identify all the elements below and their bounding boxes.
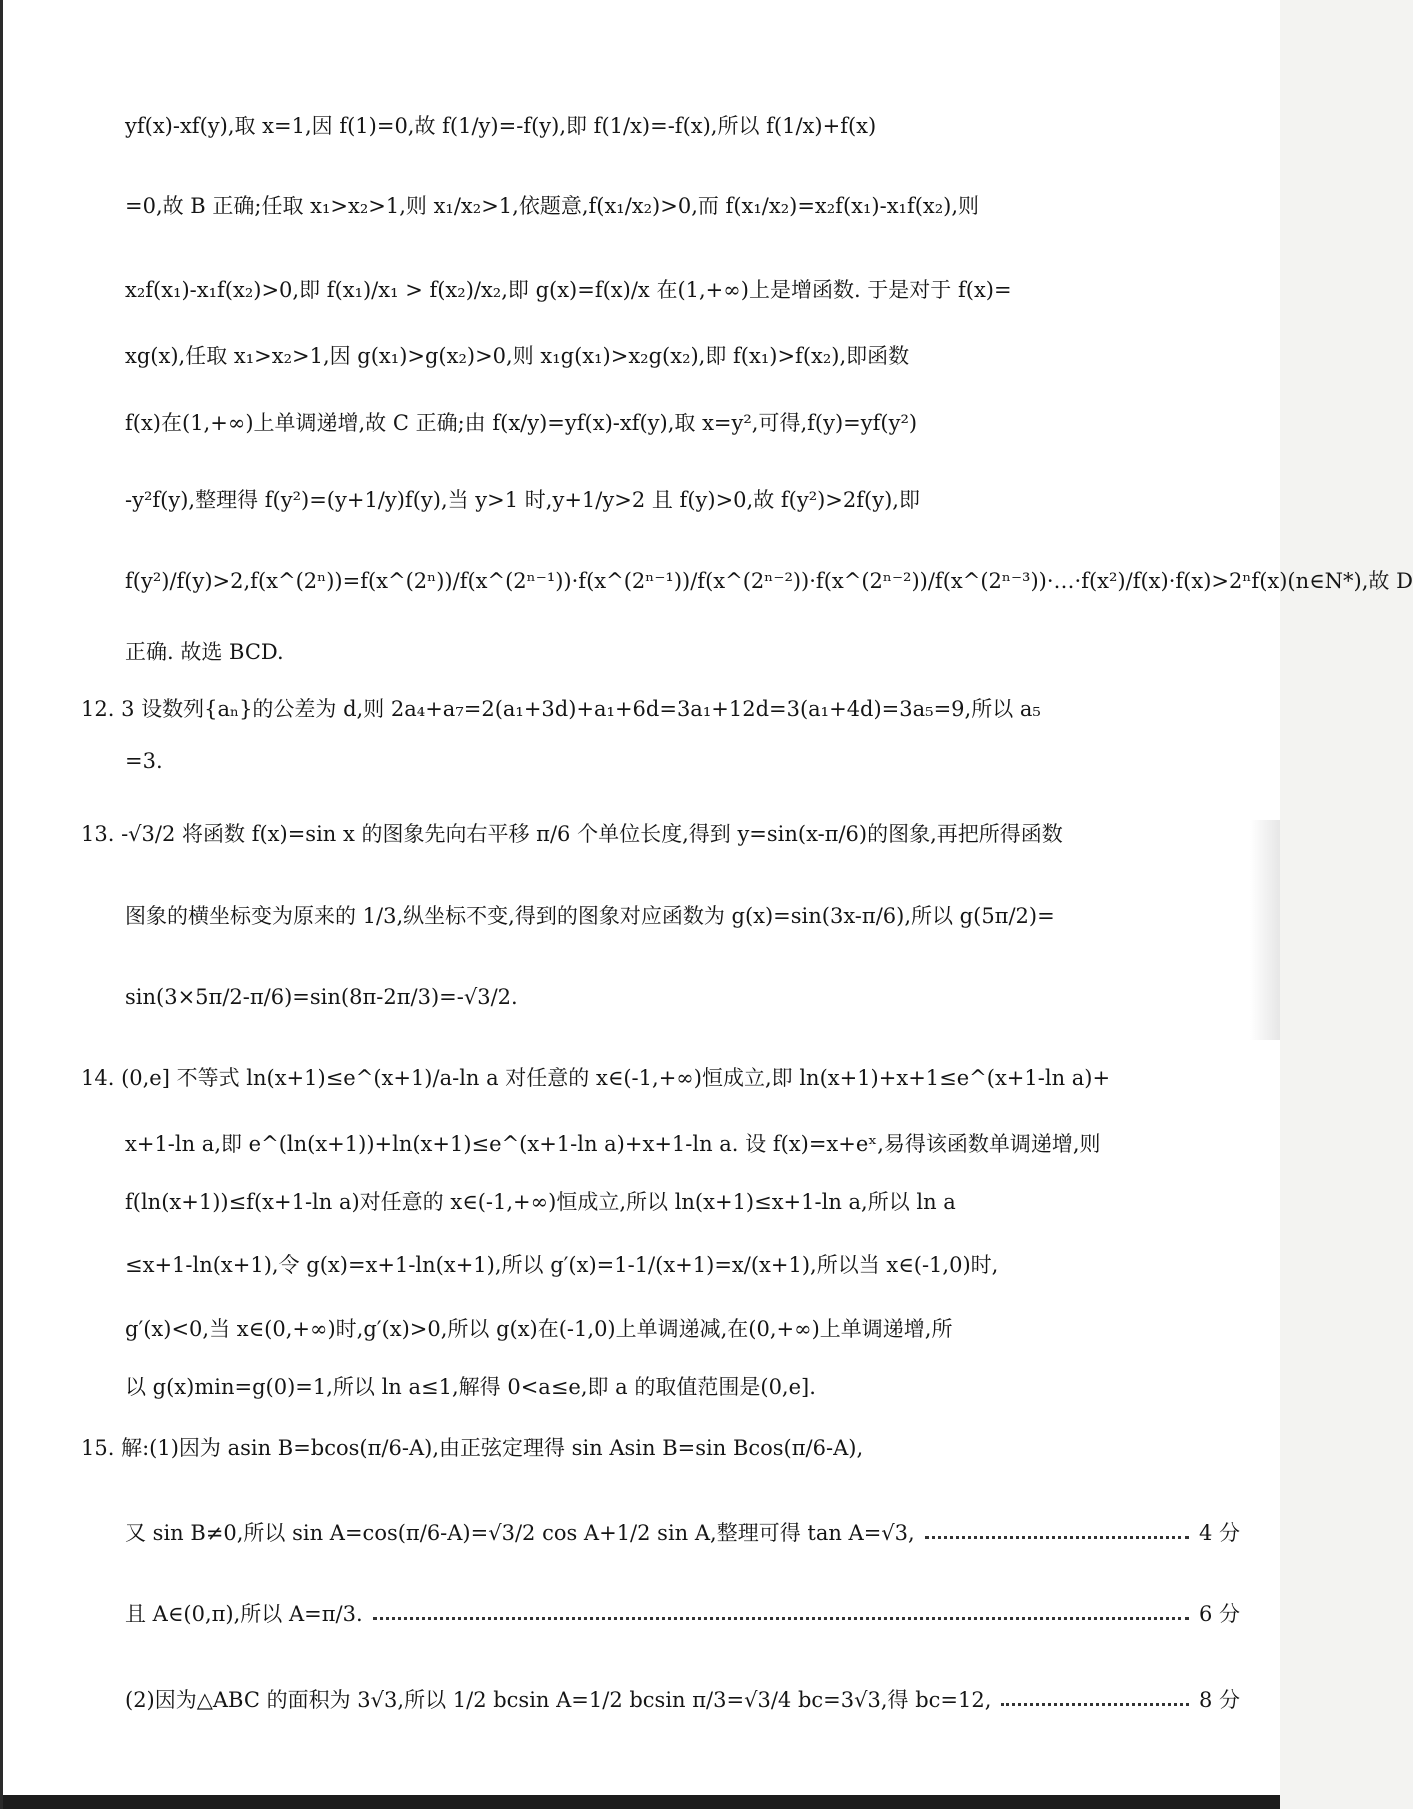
answer-13: 13. -√3/2 将函数 f(x)=sin x 的图象先向右平移 π/6 个单位长度,得到 y=sin(x-π/6)的图象,再把所得函数: [81, 822, 1063, 846]
answer-15: 15. 解:(1)因为 asin B=bcos(π/6-A),由正弦定理得 sin Asin B=sin Bcos(π/6-A),: [81, 1436, 864, 1460]
text-line: f(y²)/f(y)>2,f(x^(2ⁿ))=f(x^(2ⁿ))/f(x^(2ⁿ⁻¹))·f(x^(2ⁿ⁻¹))/f(x^(2ⁿ⁻²))·f(x^(2ⁿ⁻²))/f(x^(2ⁿ⁻³))·…·f(x²)/f(x)·f(x)>2ⁿf(x)(n∈N*),故 D: [125, 569, 1413, 593]
score-value: 6 分: [1198, 1602, 1240, 1626]
leader-dots: [925, 1536, 1189, 1539]
text-line: ≤x+1-ln(x+1),令 g(x)=x+1-ln(x+1),所以 g′(x)=1-1/(x+1)=x/(x+1),所以当 x∈(-1,0)时,: [125, 1253, 999, 1277]
score-line-text: 又 sin B≠0,所以 sin A=cos(π/6-A)=√3/2 cos A+1/2 sin A,整理可得 tan A=√3,: [125, 1521, 915, 1545]
score-line: [125, 1598, 1240, 1630]
score-line: [125, 1684, 1240, 1716]
score-value: 8 分: [1198, 1688, 1240, 1712]
text-line: xg(x),任取 x₁>x₂>1,因 g(x₁)>g(x₂)>0,则 x₁g(x₁)>x₂g(x₂),即 f(x₁)>f(x₂),即函数: [125, 344, 910, 368]
text-line: =3.: [125, 749, 163, 773]
text-line: 以 g(x)min=g(0)=1,所以 ln a≤1,解得 0<a≤e,即 a 的取值范围是(0,e].: [125, 1375, 816, 1399]
leader-dots: [1001, 1703, 1189, 1706]
text-line: -y²f(y),整理得 f(y²)=(y+1/y)f(y),当 y>1 时,y+1/y>2 且 f(y)>0,故 f(y²)>2f(y),即: [125, 488, 920, 512]
text-line: yf(x)-xf(y),取 x=1,因 f(1)=0,故 f(1/y)=-f(y),即 f(1/x)=-f(x),所以 f(1/x)+f(x): [125, 114, 877, 138]
text-line: f(ln(x+1))≤f(x+1-ln a)对任意的 x∈(-1,+∞)恒成立,所以 ln(x+1)≤x+1-ln a,所以 ln a: [125, 1190, 956, 1214]
score-line-text: (2)因为△ABC 的面积为 3√3,所以 1/2 bcsin A=1/2 bcsin π/3=√3/4 bc=3√3,得 bc=12,: [125, 1688, 992, 1712]
score-line-text: 且 A∈(0,π),所以 A=π/3.: [125, 1602, 363, 1626]
text-line: f(x)在(1,+∞)上单调递增,故 C 正确;由 f(x/y)=yf(x)-xf(y),取 x=y²,可得,f(y)=yf(y²): [125, 411, 918, 435]
score-value: 4 分: [1198, 1521, 1240, 1545]
text-line: 正确. 故选 BCD.: [125, 640, 284, 664]
score-line: [125, 1517, 1240, 1549]
text-line: g′(x)<0,当 x∈(0,+∞)时,g′(x)>0,所以 g(x)在(-1,0)上单调递减,在(0,+∞)上单调递增,所: [125, 1317, 953, 1341]
answer-12: 12. 3 设数列{aₙ}的公差为 d,则 2a₄+a₇=2(a₁+3d)+a₁+6d=3a₁+12d=3(a₁+4d)=3a₅=9,所以 a₅: [81, 697, 1041, 721]
scan-bottom-edge: [3, 1795, 1280, 1809]
answer-14: 14. (0,e] 不等式 ln(x+1)≤e^(x+1)/a-ln a 对任意的 x∈(-1,+∞)恒成立,即 ln(x+1)+x+1≤e^(x+1-ln a)+: [81, 1066, 1111, 1090]
text-line: =0,故 B 正确;任取 x₁>x₂>1,则 x₁/x₂>1,依题意,f(x₁/x₂)>0,而 f(x₁/x₂)=x₂f(x₁)-x₁f(x₂),则: [125, 194, 980, 218]
leader-dots: [373, 1617, 1189, 1620]
text-line: x₂f(x₁)-x₁f(x₂)>0,即 f(x₁)/x₁ > f(x₂)/x₂,即 g(x)=f(x)/x 在(1,+∞)上是增函数. 于是对于 f(x)=: [125, 278, 1012, 302]
text-line: sin(3×5π/2-π/6)=sin(8π-2π/3)=-√3/2.: [125, 985, 518, 1009]
scan-shadow: [1250, 820, 1280, 1040]
text-line: x+1-ln a,即 e^(ln(x+1))+ln(x+1)≤e^(x+1-ln a)+x+1-ln a. 设 f(x)=x+eˣ,易得该函数单调递增,则: [125, 1132, 1101, 1156]
text-line: 图象的横坐标变为原来的 1/3,纵坐标不变,得到的图象对应函数为 g(x)=sin(3x-π/6),所以 g(5π/2)=: [125, 904, 1055, 928]
